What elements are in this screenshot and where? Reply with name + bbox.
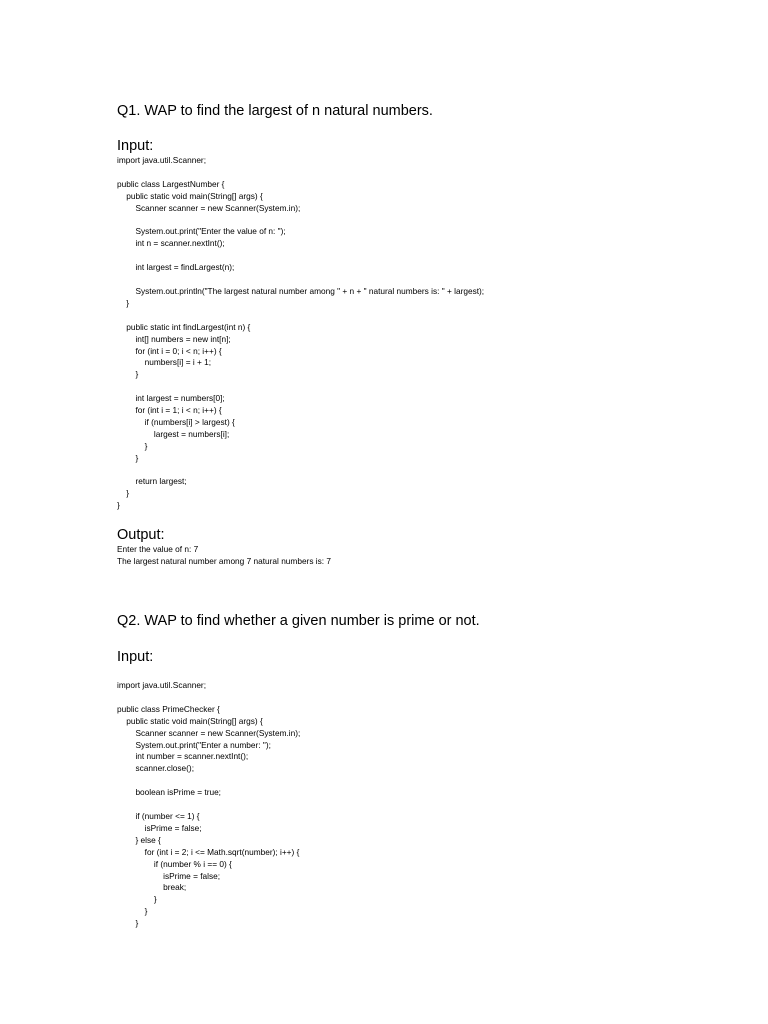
q1-output-label: Output:	[117, 527, 165, 543]
q1-input-label: Input:	[117, 138, 154, 154]
q2-title: Q2. WAP to find whether a given number is prime or not.	[117, 613, 480, 629]
q2-code-block: import java.util.Scanner; public class PrimeChecker { public static void main(String[] args) { Scanner scanner = new Scanner(System.in); System.out.print("Enter a number: "); int number = scanner.nextInt(); scanner.close(); boolean isPrime = true; if (number <= 1) { isPrime = false; } else { for (int i = 2; i <= Math.sqrt(number); i++) { if (number % i == 0) { isPrime = false; break; } } }	[117, 680, 301, 929]
q1-title: Q1. WAP to find the largest of n natural numbers.	[117, 103, 433, 119]
q1-code-block: import java.util.Scanner; public class LargestNumber { public static void main(String[] args) { Scanner scanner = new Scanner(System.in); System.out.print("Enter the value of n: "); int n = scanner.nextInt(); int largest = findLargest(n); System.out.println("The largest natural number among " + n + " natural numbers is: " + largest); } public static int findLargest(int n) { int[] numbers = new int[n]; for (int i = 0; i < n; i++) { numbers[i] = i + 1; } int largest = numbers[0]; for (int i = 1; i < n; i++) { if (numbers[i] > largest) { largest = numbers[i]; } } return largest; } }	[117, 155, 485, 511]
q1-output-block: Enter the value of n: 7 The largest natural number among 7 natural numbers is: 7	[117, 544, 331, 566]
q2-input-label: Input:	[117, 649, 154, 665]
